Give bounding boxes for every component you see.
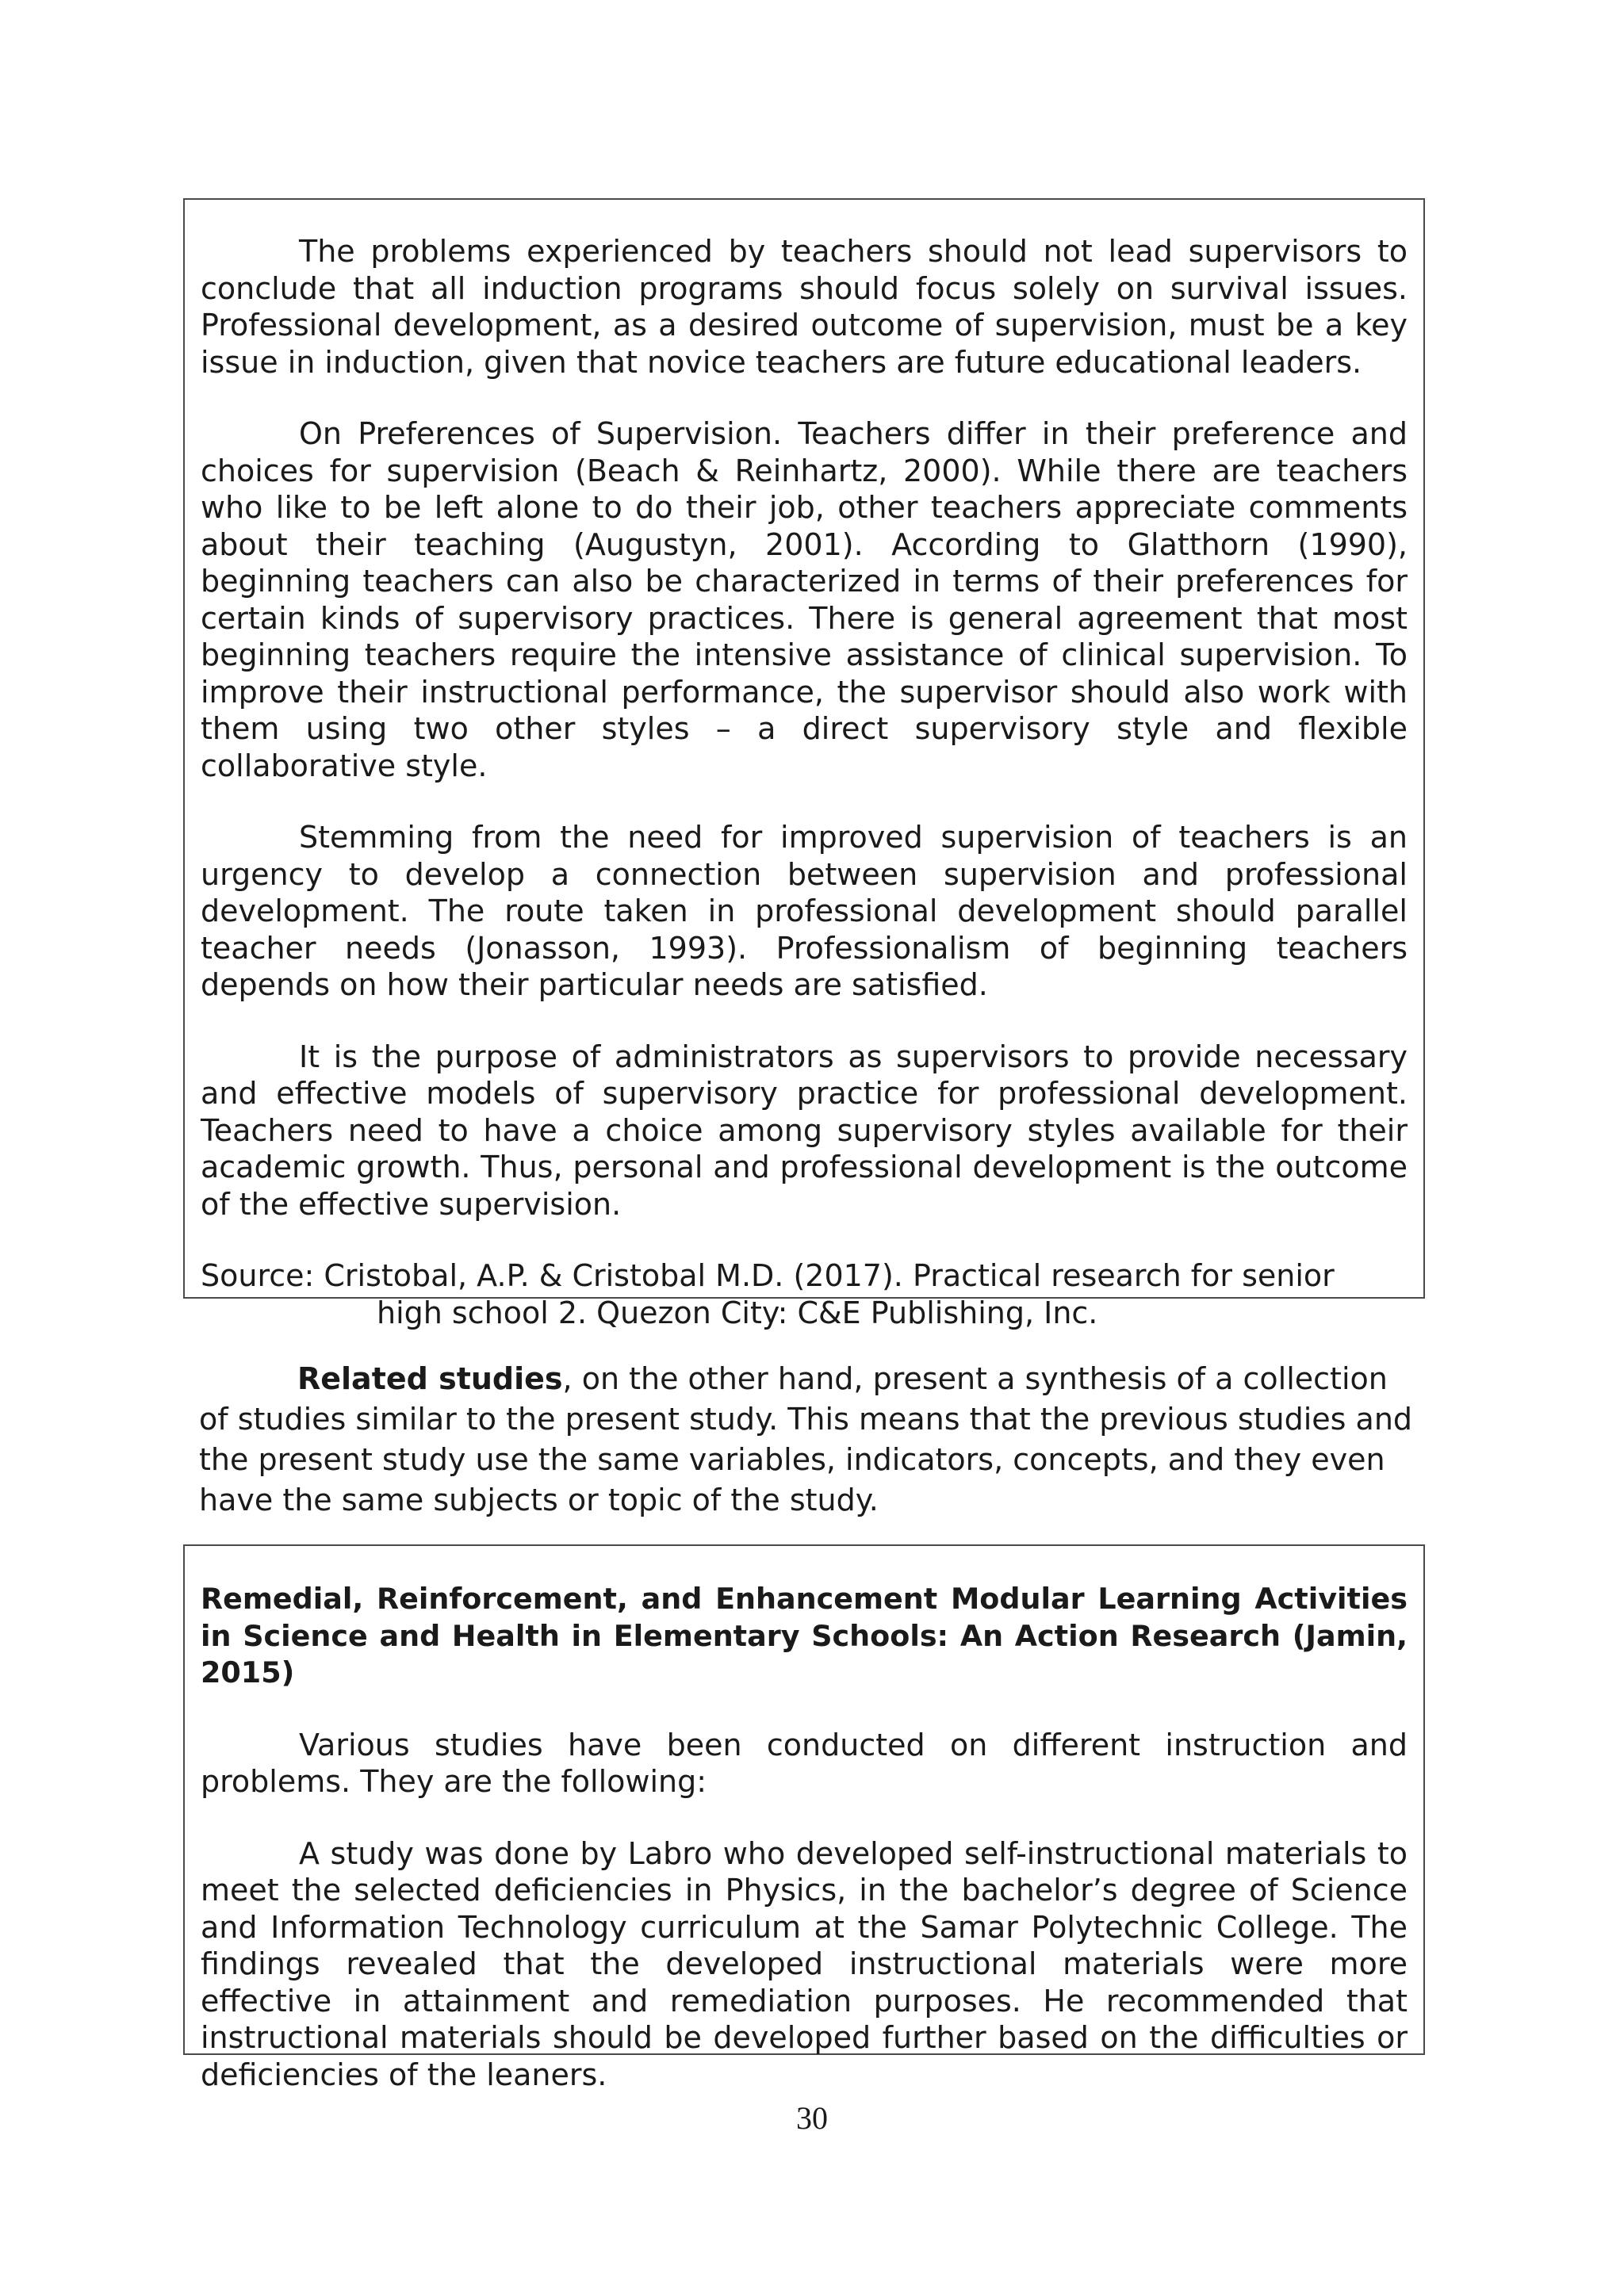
excerpt-paragraph: On Preferences of Supervision. Teachers differ in their preference and choices for supervision (Beach & Reinhartz, 2000). While there are teachers who like to be left alone to do their job, other teachers appreciate comments about their teaching (Augustyn, 2001). According to Glatthorn (1990), beginning teachers can also be characterized in terms of their preferences for certain kinds of supervisory practices. There is general agreement that most beginning teachers require the intensive assistance of clinical supervision. To improve their instructional performance, the supervisor should also work with them using two other styles – a direct supervisory style and flexible collaborative style. bbox=[201, 416, 1408, 783]
excerpt-paragraph: The problems experienced by teachers should not lead supervisors to conclude that all induction programs should focus solely on survival issues. Professional development, as a desired outcome of supervision, must be a key issue in induction, given that novice teachers are future educational leaders. bbox=[201, 234, 1408, 380]
page-number: 30 bbox=[796, 2100, 828, 2136]
excerpt-paragraph: Stemming from the need for improved supervision of teachers is an urgency to develop a connection between supervision and professional development. The route taken in professional development should parallel teacher needs (Jonasson, 1993). Professionalism of beginning teachers depends on how their particular needs are satisfied. bbox=[201, 820, 1408, 1002]
related-studies-paragraph bbox=[199, 1359, 1425, 1521]
related-studies-term: Related studies bbox=[297, 1361, 563, 1396]
related-study-box bbox=[183, 1544, 1425, 2092]
quoted-excerpt-box bbox=[183, 198, 1425, 1330]
study-paragraph: A study was done by Labro who developed self-instructional materials to meet the selected deficiencies in Physics, in the bachelor’s degree of Science and Information Technology curriculum at the Samar Polytechnic College. The findings revealed that the developed instructional materials were more effective in attainment and remediation purposes. He recommended that instructional materials should be developed further based on the difficulties or deficiencies of the leaners. bbox=[201, 1835, 1408, 2092]
study-paragraph: Various studies have been conducted on different instruction and problems. They are the following: bbox=[201, 1727, 1408, 1799]
study-title: Remedial, Reinforcement, and Enhancement Modular Learning Activities in Science and Health in Elementary Schools: An Action Research (Jamin, 2015) bbox=[201, 1582, 1408, 1689]
excerpt-paragraph: It is the purpose of administrators as supervisors to provide necessary and effective models of supervisory practice for professional development. Teachers need to have a choice among supervisory styles available for their academic growth. Thus, personal and professional development is the outcome of the effective supervision. bbox=[201, 1039, 1408, 1222]
source-citation: Source: Cristobal, A.P. & Cristobal M.D. (2017). Practical research for senior high school 2. Quezon City: C&E Publishing, Inc. bbox=[201, 1258, 1335, 1330]
related-studies-text: , on the other hand, present a synthesis of a collection of studies similar to the present study. This means that the previous studies and the present study use the same variables, indicators, concepts, and they even have the same subjects or topic of the study. bbox=[199, 1361, 1413, 1517]
